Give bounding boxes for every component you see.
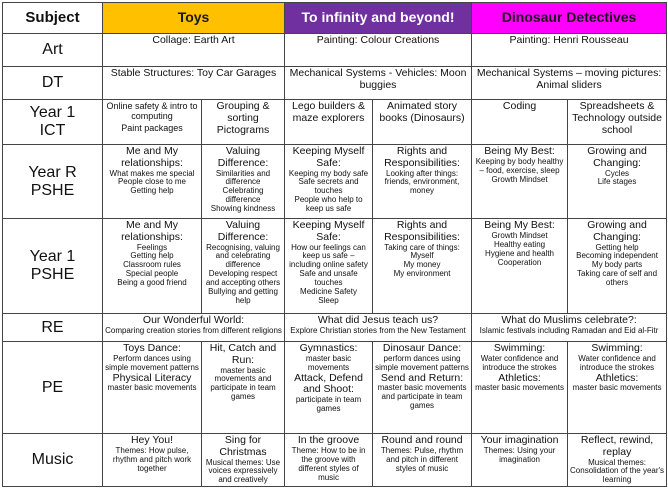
list-item: Classroom rules [123,260,181,270]
art-dinosaur: Painting: Henri Rousseau [472,34,667,67]
header-dinosaur: Dinosaur Detectives [472,3,667,34]
pshe-r-cell-3 [285,145,373,219]
pshe-r-cell-4 [373,145,472,219]
list-item: Getting help [130,251,174,261]
pe-cell-6 [568,342,667,434]
pshe-r-cell-4-title: Rights and Responsibilities: [384,145,460,169]
list-item: Safe secrets and touches [298,177,359,196]
list-item: Cooperation [497,257,542,267]
subject-pshe-1-line1: Year 1 [29,248,76,266]
row-pe [3,342,667,434]
pshe-1-cell-5-title: Being My Best: [484,219,555,231]
music-cell-6-title: Reflect, rewind, replay [580,434,654,458]
list-item: Being a good friend [117,278,187,288]
re-toys-text: Comparing creation stories from different religions [105,325,282,335]
list-item: Safe and unsafe touches [299,269,358,288]
pe-cell-2-title: Hit, Catch and Run: [209,342,277,366]
header-subject: Subject [3,3,103,34]
subject-pshe-1 [3,219,103,314]
subject-music: Music [3,434,103,487]
list-item: Feelings [136,242,168,252]
subject-pshe-r [3,145,103,219]
list-item: Growth Mindset [491,230,548,240]
pshe-r-cell-1-title: Me and My relationships: [121,145,183,169]
re-infinity-text: Explore Christian stories from the New Testament [290,325,466,335]
pe-cell-6-text: Water confidence and introduce the strokes [578,353,656,372]
pe-cell-5-title2: Athletics: [498,371,541,384]
row-pshe-1 [3,219,667,314]
header-infinity: To infinity and beyond! [285,3,472,34]
pshe-1-cell-2 [202,219,285,314]
subject-ict-line2: ICT [39,122,66,139]
pshe-r-cell-6-title: Growing and Changing: [587,145,647,169]
pshe-1-cell-1 [103,219,202,314]
music-cell-5-title: Your imagination [480,434,559,446]
pshe-r-cell-5-title: Being My Best: [484,145,555,157]
list-item: Growth Mindset [491,174,548,184]
subject-art: Art [3,34,103,67]
list-item: Taking care of self and others [577,269,658,288]
music-cell-1 [103,434,202,487]
ict-cell-5: Coding [472,100,568,145]
re-dinosaur [472,314,667,342]
music-cell-6-text: Musical themes: Consolidation of the year's learning [570,457,665,485]
pshe-1-cell-1-title: Me and My relationships: [121,219,183,243]
pe-cell-4-title: Dinosaur Dance: [382,342,462,354]
list-item: Cycles [605,168,630,178]
row-art [3,34,667,67]
ict-cell-1-title: Online safety & intro to computing [106,101,198,122]
art-infinity: Painting: Colour Creations [285,34,472,67]
subject-pshe-1-line2: PSHE [30,266,75,283]
music-cell-5-text: Themes: Using your imagination [483,445,556,464]
subject-pshe-r-line2: PSHE [30,181,75,199]
list-item: Bullying and getting help [208,287,278,306]
curriculum-table [2,2,667,487]
pe-cell-4 [373,342,472,434]
list-item: How our feelings can keep us safe – including online safety [289,242,368,270]
pshe-1-cell-4 [373,219,472,314]
pshe-1-cell-6-title: Growing and Changing: [587,219,647,243]
list-item: Taking care of things: [384,242,460,252]
re-toys [103,314,285,342]
music-cell-2 [202,434,285,487]
list-item: Myself [410,251,434,261]
pe-cell-5-title: Swimming: [493,342,546,354]
list-item: My environment [393,269,451,279]
subject-dt: DT [3,67,103,100]
music-cell-4-title: Round and round [381,434,463,446]
list-item: People close to me [117,177,187,187]
list-item: Similarities and difference [215,168,271,187]
list-item: What makes me special [109,168,195,178]
pe-cell-3-title2: Attack, Defend and Shoot: [294,371,363,396]
pe-cell-6-title2: Athletics: [595,371,639,384]
list-item: Keeping my body safe [288,168,369,178]
list-item: Celebrating difference [222,186,264,205]
list-item: Healthy eating [493,239,546,249]
pe-cell-5 [472,342,568,434]
pshe-r-cell-4-text: Looking after things: friends, environment, money [384,168,460,196]
list-item: People who help to keep us safe [294,195,363,214]
pe-cell-1-title2: Physical Literacy [112,371,192,384]
list-item: Developing respect and accepting others [205,269,281,288]
list-item: Recognising, valuing and celebrating difference [206,242,280,270]
ict-cell-1 [103,100,202,145]
pe-cell-5-text2: master basic movements [475,383,564,393]
subject-ict-line1: Year 1 [29,104,76,122]
header-row [3,3,667,34]
ict-cell-6: Spreadsheets & Technology outside school [568,100,667,145]
music-cell-3 [285,434,373,487]
pe-cell-2-text: master basic movements and participate in team games [210,365,276,402]
list-item: Sleep [318,296,339,306]
ict-cell-3: Lego builders & maze explorers [285,100,373,145]
header-toys: Toys [103,3,285,34]
list-item: Showing kindness [210,204,276,214]
list-item: Getting help [130,186,174,196]
re-infinity-title: What did Jesus teach us? [317,314,439,326]
pshe-r-cell-2 [202,145,285,219]
pshe-r-cell-2-title: Valuing Difference: [217,145,269,169]
pe-cell-3 [285,342,373,434]
re-dinosaur-title: What do Muslims celebrate?: [501,314,637,326]
list-item: Becoming independent [576,251,658,261]
re-toys-title: Our Wonderful World: [142,314,245,326]
pe-cell-6-text2: master basic movements [572,383,662,393]
music-cell-3-text: Theme: How to be in the groove with different styles of music [291,445,366,482]
pe-cell-6-title: Swimming: [591,342,643,354]
dt-toys: Stable Structures: Toy Car Garages [103,67,285,100]
pshe-r-cell-6 [568,145,667,219]
row-music [3,434,667,487]
pshe-r-cell-1 [103,145,202,219]
music-cell-4 [373,434,472,487]
pe-cell-4-text: perform dances using simple movement patterns [375,353,469,372]
list-item: Getting help [595,242,639,252]
music-cell-1-text: Themes: How pulse, rhythm and pitch work together [112,445,192,473]
pshe-1-cell-3-title: Keeping Myself Safe: [292,219,365,243]
pe-cell-3-text2: participate in team games [295,395,362,414]
row-ict [3,100,667,145]
music-cell-5 [472,434,568,487]
list-item: My body parts [591,260,643,270]
row-re [3,314,667,342]
re-infinity [285,314,472,342]
ict-cell-4: Animated story books (Dinosaurs) [373,100,472,145]
subject-ict [3,100,103,145]
pe-cell-4-text2: master basic movements and participate in team games [377,383,467,411]
music-cell-2-text: Musical themes: Use voices expressively and creatively [205,457,281,485]
music-cell-1-title: Hey You! [130,434,174,446]
music-cell-6 [568,434,667,487]
pshe-r-cell-3-title: Keeping Myself Safe: [292,145,365,169]
dt-infinity: Mechanical Systems - Vehicles: Moon buggies [285,67,472,100]
pe-cell-1-text: Perform dances using simple movement patterns [105,353,199,372]
row-pshe-r [3,145,667,219]
list-item: My money [403,260,441,270]
pshe-1-cell-6 [568,219,667,314]
pe-cell-5-text: Water confidence and introduce the strokes [480,353,559,372]
pe-cell-2 [202,342,285,434]
pshe-r-cell-5 [472,145,568,219]
subject-pshe-r-line1: Year R [28,163,77,181]
pe-cell-1-text2: master basic movements [107,383,197,393]
pshe-1-cell-3 [285,219,373,314]
pe-cell-1-title: Toys Dance: [123,342,181,354]
list-item: Hygiene and health [485,248,554,258]
pe-cell-4-title2: Send and Return: [380,371,464,384]
subject-pe: PE [3,342,103,434]
music-cell-3-title: In the groove [297,434,360,446]
list-item: Life stages [597,177,637,187]
dt-dinosaur: Mechanical Systems – moving pictures: Animal sliders [472,67,667,100]
list-item: Special people [125,269,179,279]
list-item: Medicine Safety [300,287,357,297]
pe-cell-3-title: Gymnastics: [299,342,358,354]
art-toys: Collage: Earth Art [103,34,285,67]
music-cell-2-title: Sing for Christmas [219,434,267,458]
pshe-1-cell-4-title: Rights and Responsibilities: [384,219,460,243]
pshe-1-cell-2-title: Valuing Difference: [217,219,269,243]
ict-cell-1-sub: Paint packages [121,123,183,134]
pe-cell-3-text: master basic movements [305,353,352,372]
subject-re: RE [3,314,103,342]
list-item: Keeping by body healthy – food, exercise, sleep [475,156,564,175]
re-dinosaur-text: Islamic festivals including Ramadan and Eid al-Fitr [479,325,659,335]
pshe-1-cell-5 [472,219,568,314]
row-dt [3,67,667,100]
pe-cell-1 [103,342,202,434]
music-cell-4-text: Themes: Pulse, rhythm and pitch in different styles of music [380,445,464,473]
ict-cell-2: Grouping & sorting Pictograms [202,100,285,145]
